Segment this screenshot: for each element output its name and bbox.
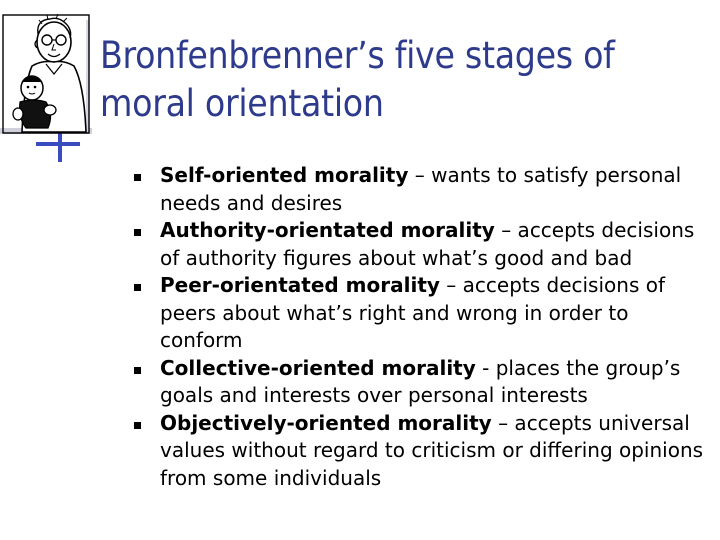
bullet-list — [134, 162, 704, 492]
bullet-item — [134, 272, 704, 355]
square-bullet-icon — [134, 422, 141, 429]
bullet-term: Self-oriented morality — [160, 163, 409, 187]
square-bullet-icon — [134, 229, 141, 236]
slide-title — [100, 32, 700, 128]
square-bullet-icon — [134, 367, 141, 374]
bullet-item — [134, 162, 704, 217]
grandfather-and-child-illustration — [2, 14, 90, 134]
title-line-2: moral orientation — [100, 82, 384, 125]
bullet-text: – accepts decisions of authority figures about what’s good and bad — [160, 218, 695, 270]
title-line-1: Bronfenbrenner’s five stages of — [100, 34, 615, 77]
bullet-text: - places the group’s goals and interests over personal interests — [160, 355, 681, 407]
bullet-text: – accepts universal values without regard to criticism or differing opinions from some individuals — [160, 410, 704, 490]
bullet-item — [134, 217, 704, 272]
bullet-term: Peer-orientated morality — [160, 273, 440, 297]
bullet-term: Objectively-oriented morality — [160, 410, 492, 435]
bullet-term: Authority-orientated morality — [160, 218, 495, 242]
square-bullet-icon — [134, 174, 141, 181]
bullet-text: – wants to satisfy personal needs and desires — [160, 163, 682, 215]
bullet-text: – accepts decisions of peers about what’s right and wrong in order to conform — [160, 273, 665, 352]
bullet-item — [134, 410, 704, 493]
bullet-term: Collective-oriented morality — [160, 355, 476, 380]
square-bullet-icon — [134, 284, 141, 291]
bullet-item — [134, 355, 704, 410]
